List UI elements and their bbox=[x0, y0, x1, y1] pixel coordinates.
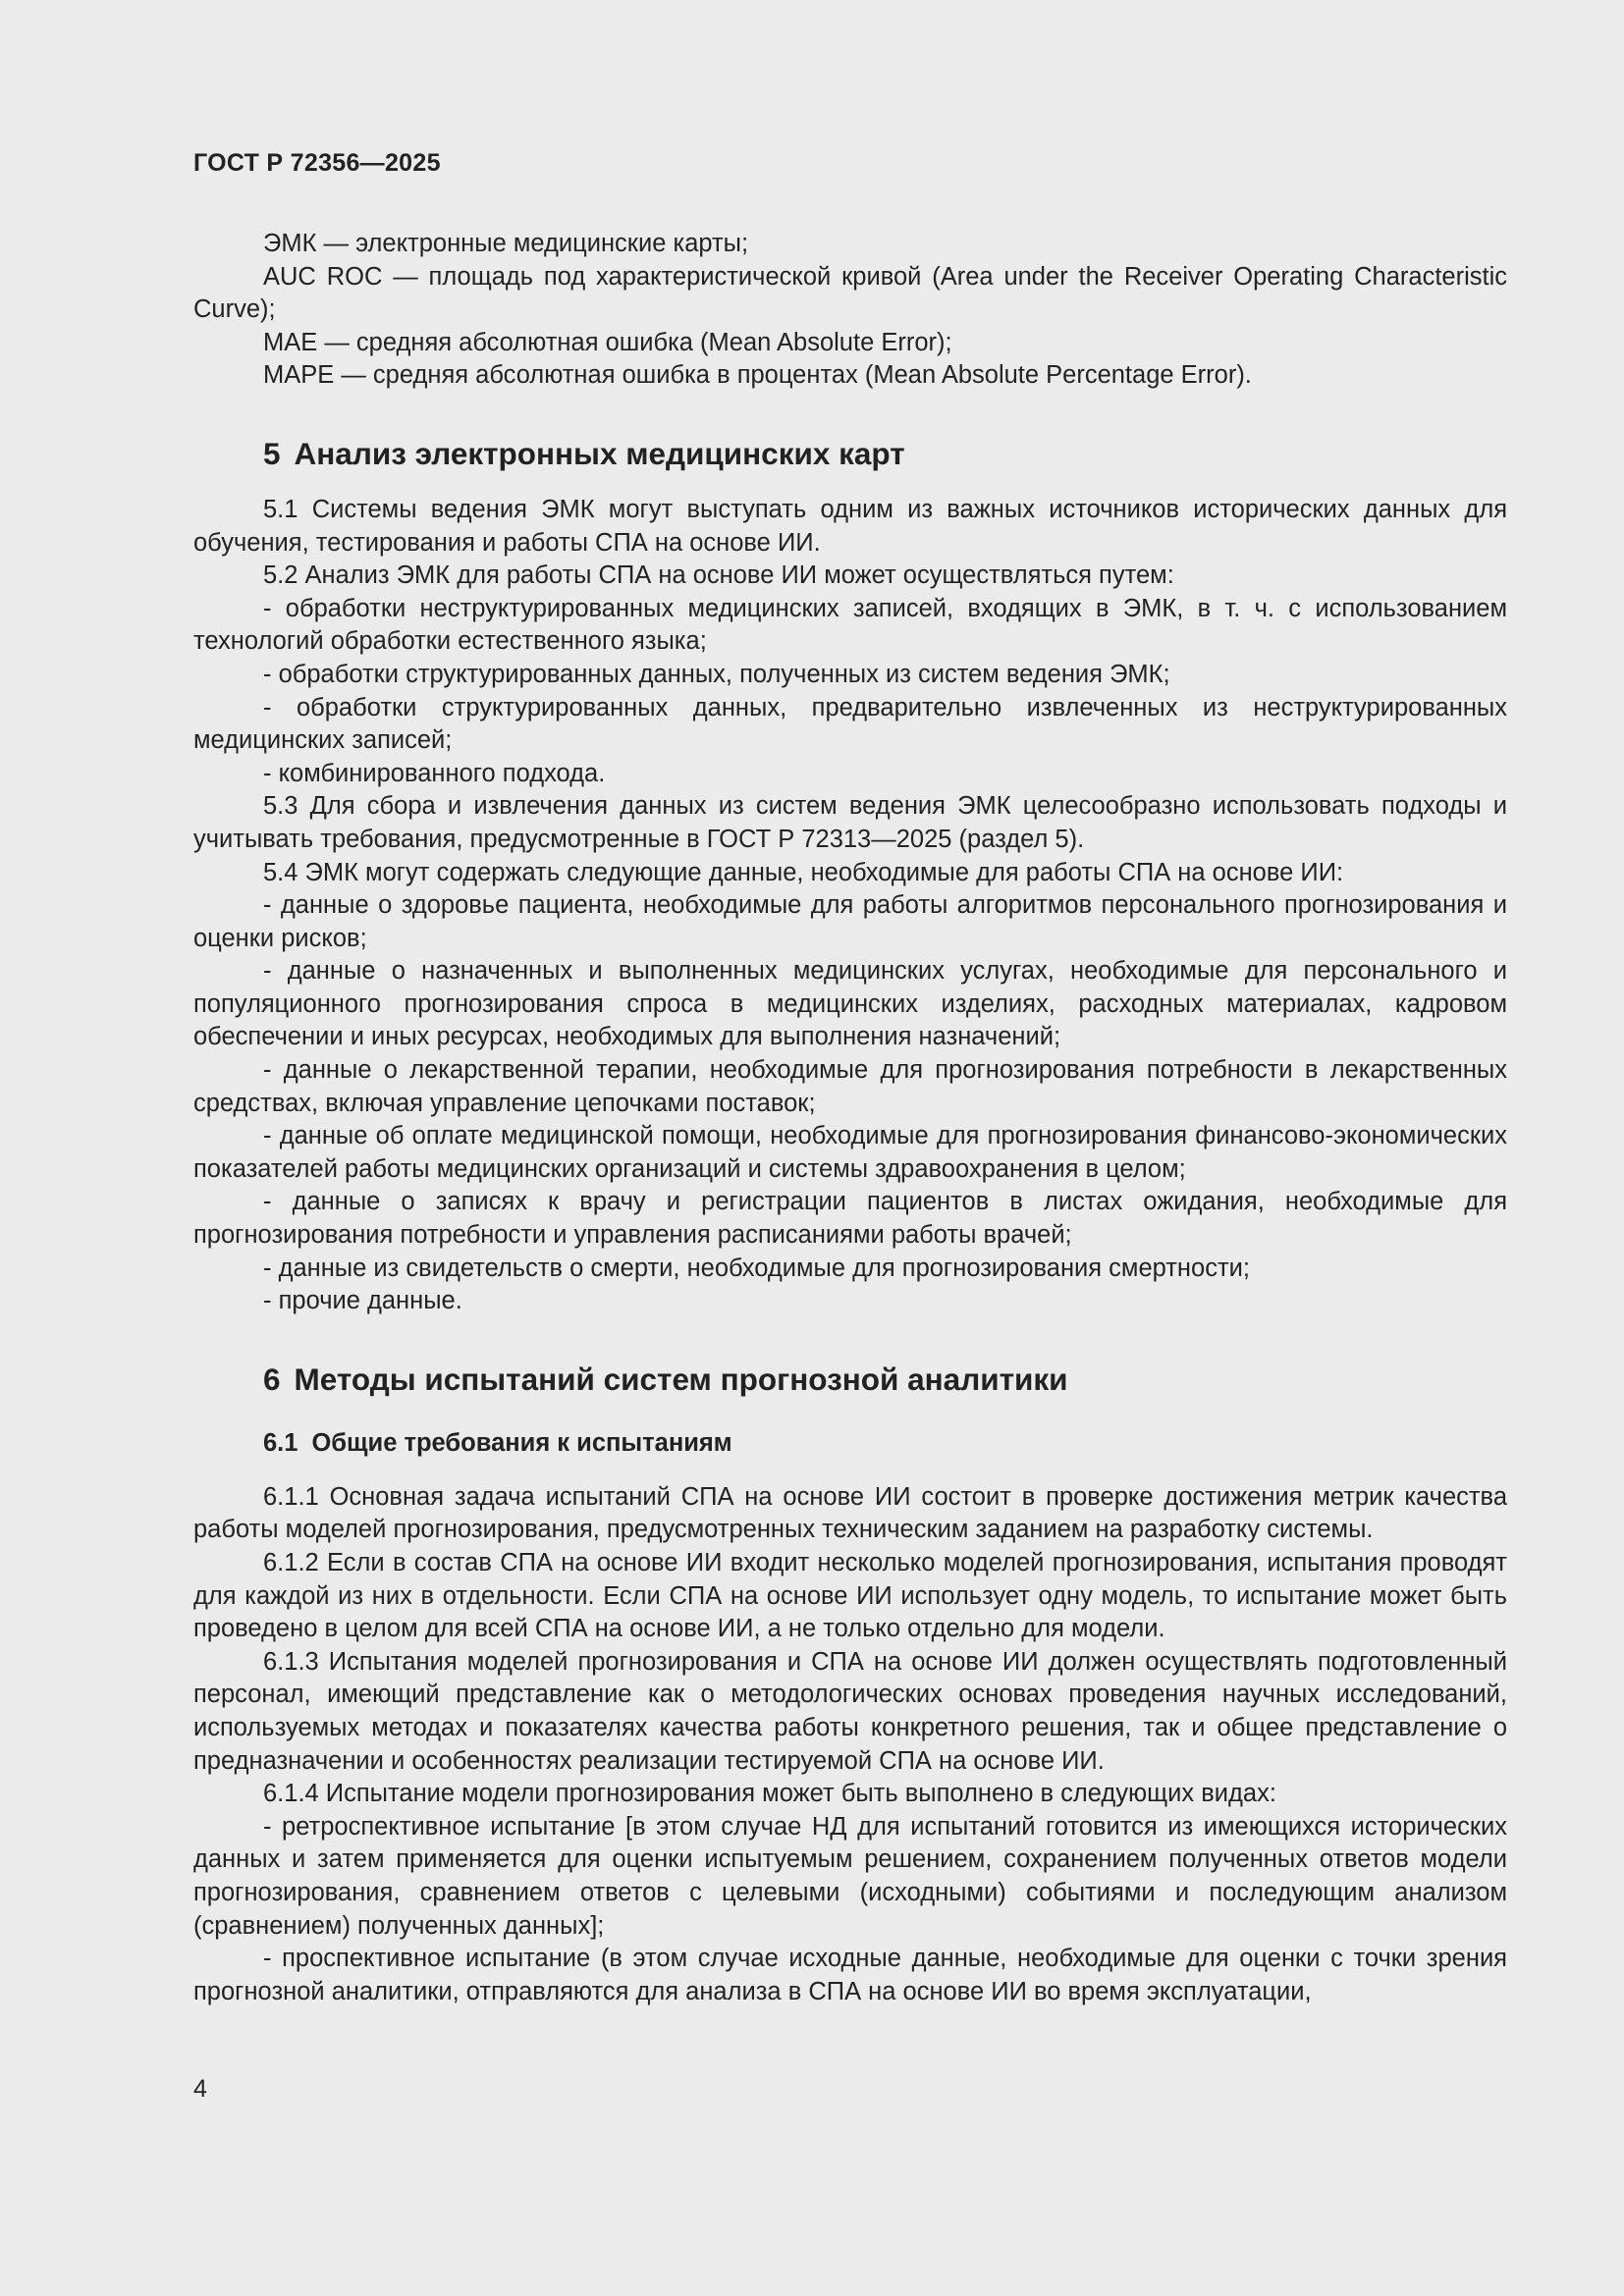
list-item: - обработки структурированных данных, предварительно извлеченных из неструктурированных медицинских записей; bbox=[193, 693, 1507, 755]
document-header: ГОСТ Р 72356—2025 bbox=[193, 149, 441, 177]
list-item: - данные из свидетельств о смерти, необходимые для прогнозирования смертности; bbox=[263, 1254, 1250, 1282]
list-item: - данные о назначенных и выполненных медицинских услугах, необходимые для персонального и популяционного прогнозирования спроса в медицинских изделиях, расходных материалах, кадровом обеспечении и иных ресурсах, необходимых для выполнения назначений; bbox=[193, 957, 1507, 1051]
list-item: - данные об оплате медицинской помощи, необходимые для прогнозирования финансово-экономических показателей работы медицинских организаций и системы здравоохранения в целом; bbox=[193, 1122, 1507, 1183]
paragraph: 6.1.1 Основная задача испытаний СПА на основе ИИ состоит в проверке достижения метрик качества работы моделей прогнозирования, предусмотренных техническим заданием на разработку системы. bbox=[193, 1482, 1507, 1544]
list-item: - данные о лекарственной терапии, необходимые для прогнозирования потребности в лекарственных средствах, включая управление цепочками поставок; bbox=[193, 1056, 1507, 1117]
list-item: - прочие данные. bbox=[263, 1287, 462, 1315]
abbreviation-entry: AUC ROC — площадь под характеристической кривой (Area under the Receiver Operating Characteristic Curve); bbox=[193, 262, 1507, 324]
subsection-title: Общие требования к испытаниям bbox=[311, 1428, 732, 1457]
list-item: - обработки неструктурированных медицинских записей, входящих в ЭМК, в т. ч. с использованием технологий обработки естественного языка; bbox=[193, 594, 1507, 656]
list-item: - обработки структурированных данных, полученных из систем ведения ЭМК; bbox=[263, 660, 1170, 688]
abbreviation-entry: ЭМК — электронные медицинские карты; bbox=[263, 230, 749, 257]
document-body bbox=[193, 228, 1507, 2008]
paragraph: 6.1.4 Испытание модели прогнозирования может быть выполнено в следующих видах: bbox=[263, 1780, 1276, 1808]
paragraph: 5.2 Анализ ЭМК для работы СПА на основе ИИ может осуществляться путем: bbox=[263, 561, 1174, 590]
subsection-heading bbox=[193, 1426, 1507, 1460]
section-heading bbox=[193, 1360, 1507, 1399]
list-item: - ретроспективное испытание [в этом случае НД для испытаний готовится из имеющихся исторических данных и затем применяется для оценки испытуемым решением, сохранением полученных ответов модели прогнозирования, сравнением ответов с целевыми (исходными) событиями и последующим анализом (сравнением) полученных данных]; bbox=[193, 1812, 1507, 1940]
list-item: - проспективное испытание (в этом случае исходные данные, необходимые для оценки с точки зрения прогнозной аналитики, отправляются для анализа в СПА на основе ИИ во время эксплуатации, bbox=[193, 1945, 1507, 2005]
list-item: - комбинированного подхода. bbox=[263, 759, 606, 787]
abbreviation-entry: MAPE — средняя абсолютная ошибка в процентах (Mean Absolute Percentage Error). bbox=[263, 361, 1252, 390]
paragraph: 6.1.2 Если в состав СПА на основе ИИ входит несколько моделей прогнозирования, испытания проводят для каждой из них в отдельности. Если СПА на основе ИИ использует одну модель, то испытание может быть проведено в целом для всей СПА на основе ИИ, а не только отдельно для модели. bbox=[193, 1549, 1507, 1643]
section-number: 5 bbox=[263, 435, 281, 471]
list-item: - данные о записях к врачу и регистрации пациентов в листах ожидания, необходимые для прогнозирования потребности и управления расписаниями работы врачей; bbox=[193, 1188, 1507, 1250]
abbreviation-entry: MAE — средняя абсолютная ошибка (Mean Absolute Error); bbox=[263, 328, 952, 356]
paragraph: 5.1 Системы ведения ЭМК могут выступать одним из важных источников исторических данных для обучения, тестирования и работы СПА на основе ИИ. bbox=[193, 495, 1507, 557]
section-title: Анализ электронных медицинских карт bbox=[294, 435, 905, 471]
subsection-number: 6.1 bbox=[263, 1428, 298, 1457]
paragraph: 5.3 Для сбора и извлечения данных из систем ведения ЭМК целесообразно использовать подходы и учитывать требования, предусмотренные в ГОСТ Р 72313—2025 (раздел 5). bbox=[193, 792, 1507, 853]
section-number: 6 bbox=[263, 1361, 281, 1397]
section-title: Методы испытаний систем прогнозной аналитики bbox=[294, 1361, 1068, 1397]
paragraph: 6.1.3 Испытания моделей прогнозирования и СПА на основе ИИ должен осуществлять подготовленный персонал, имеющий представление как о методологических основах проведения научных исследований, используемых методах и показателях качества работы конкретного решения, так и общее представление о предназначении и особенностях реализации тестируемой СПА на основе ИИ. bbox=[193, 1647, 1507, 1775]
paragraph: 5.4 ЭМК могут содержать следующие данные, необходимые для работы СПА на основе ИИ: bbox=[263, 858, 1344, 886]
page-number: 4 bbox=[193, 2075, 207, 2103]
section-heading bbox=[193, 434, 1507, 473]
list-item: - данные о здоровье пациента, необходимые для работы алгоритмов персонального прогнозирования и оценки рисков; bbox=[193, 891, 1507, 952]
